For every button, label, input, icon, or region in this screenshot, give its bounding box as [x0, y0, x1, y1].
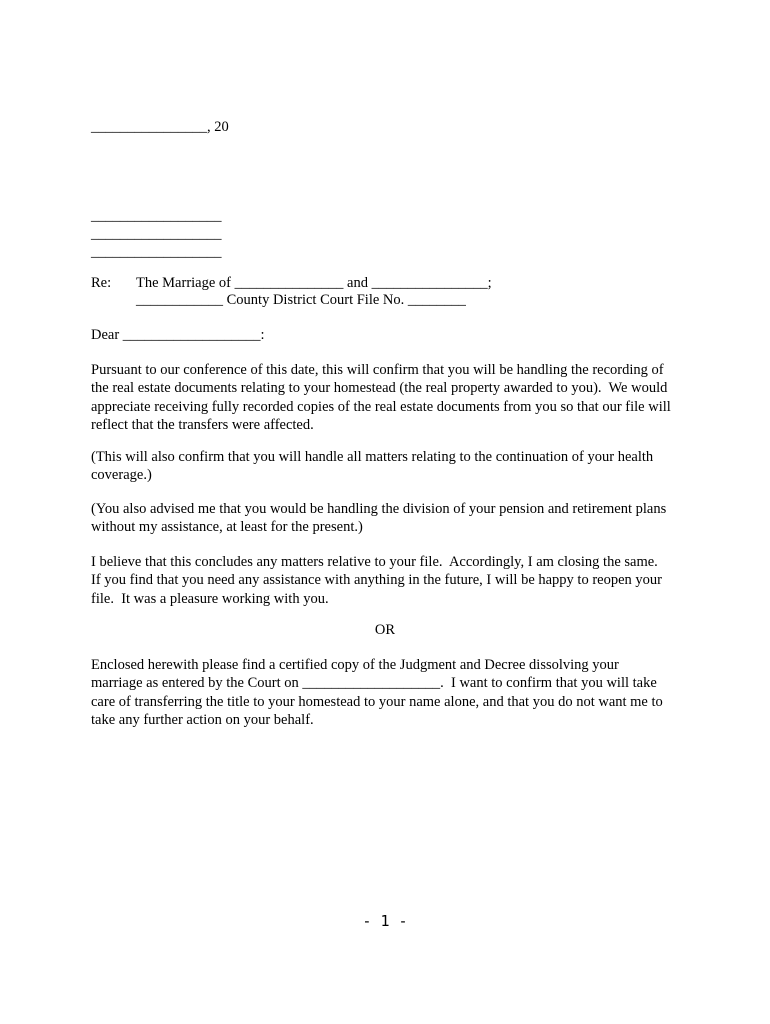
paragraph-line: the real estate documents relating to your homestead (the real property awarded to you). We would: [91, 380, 668, 397]
paragraph-line: care of transferring the title to your homestead to your name alone, and that you do not want me to: [91, 693, 663, 710]
address-line-3: __________________: [91, 244, 222, 260]
paragraph-line: coverage.): [91, 467, 152, 484]
paragraph-line: take any further action on your behalf.: [91, 712, 314, 729]
page-number: - 1 -: [362, 912, 408, 930]
paragraph-line: file. It was a pleasure working with you.: [91, 590, 329, 607]
paragraph-pension: [91, 500, 683, 537]
address-line-1: __________________: [91, 208, 222, 224]
paragraph-line: Enclosed herewith please find a certified copy of the Judgment and Decree dissolving your: [91, 657, 619, 673]
paragraph-line: without my assistance, at least for the present.): [91, 519, 363, 536]
date-line: ________________, 20: [91, 119, 229, 135]
re-line-1: The Marriage of _______________ and ________________;: [136, 275, 492, 291]
paragraph-line: reflect that the transfers were affected.: [91, 417, 314, 434]
paragraph-closing-file: [91, 553, 683, 608]
paragraph-line: marriage as entered by the Court on ___________________. I want to confirm that you will take: [91, 675, 657, 692]
paragraph-line: If you find that you need any assistance with anything in the future, I will be happy to reopen your: [91, 572, 662, 589]
re-subject: [136, 275, 492, 309]
or-divider: OR: [374, 622, 396, 638]
paragraph-line: I believe that this concludes any matters relative to your file. Accordingly, I am closing the same.: [91, 554, 658, 570]
salutation: Dear ___________________:: [91, 327, 265, 343]
paragraph-line: (This will also confirm that you will handle all matters relating to the continuation of your health: [91, 449, 654, 465]
address-line-2: __________________: [91, 226, 222, 242]
paragraph-recording: [91, 361, 683, 435]
paragraph-health-coverage: [91, 448, 683, 485]
paragraph-line: (You also advised me that you would be handling the division of your pension and retirement plans: [91, 501, 667, 517]
re-line-2: ____________ County District Court File No. ________: [136, 292, 466, 308]
paragraph-enclosed-decree: [91, 656, 683, 730]
paragraph-line: appreciate receiving fully recorded copies of the real estate documents from you so that our file will: [91, 398, 671, 415]
paragraph-line: Pursuant to our conference of this date, this will confirm that you will be handling the recording of: [91, 362, 664, 378]
re-label: Re:: [91, 275, 112, 291]
